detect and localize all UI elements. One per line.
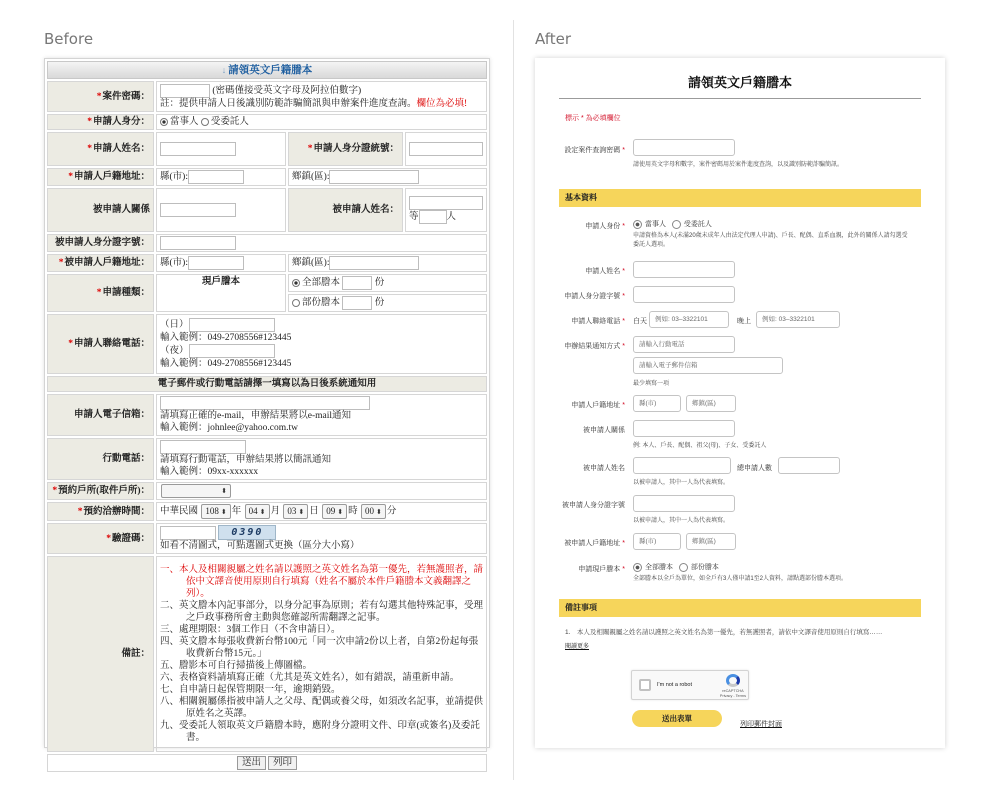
submit-button[interactable]: 送出表單 [632, 710, 722, 727]
recaptcha-widget[interactable] [631, 670, 749, 700]
captcha-input[interactable] [160, 526, 216, 540]
subject-town-input[interactable] [329, 256, 419, 270]
identity-self-radio[interactable] [633, 220, 642, 229]
relation-label: 被申請人關係 [583, 427, 625, 434]
legacy-form-title: 請領英文戶籍謄本 [228, 65, 313, 76]
id-label: 申請人身分證字號 * [564, 293, 625, 300]
read-more-link[interactable]: 閱讀更多 [565, 644, 590, 650]
notes-list: 一、本人及相關親屬之姓名請以護照之英文姓名為第一優先，若無護照者，請依中文譯音使用原則自行填寫（姓名不屬於本件戶籍謄本文義翻譯之列）。 二、英文謄本內記事部分，以身分記事為原則；若有勾選其他特殊記事，受理之戶政事務所會主動與您確認所需翻譯之記事。 三、處理期限：3個工作日（不含申請日）。 四、英文謄本每張收費新台幣100元「同一次申請2份以上者，自第2份起每張收費新台幣15元。」 五、謄影本可自行掃描後上傳圖檔。 六、表格資料請填寫正確（尤其是英文姓名），如有錯誤，請重新申請。 七、自申請日起保管期限一年，逾期銷毀。 八、相關親屬係指被申請人之父母、配偶或養父母，如須改名記事，並請提供原姓名之英譯。 九、受委託人領取英文戶籍謄本時，應附身分證明文件、印章(或簽名)及委託書。 [156, 556, 487, 752]
identity-hint: 申請資格為本人(未滿20歲未成年人由法定代理人申請)、戶長、配偶、直系血親，此外的關係人請勾選受 委託人選項。 [633, 233, 908, 248]
applicant-name-input[interactable] [633, 261, 735, 278]
case-pw-input[interactable] [160, 84, 210, 98]
case-pw-label: 設定案件查詢密碼 * [564, 147, 625, 154]
applicant-county-input[interactable] [188, 170, 244, 184]
redesign-title: 請領英文戶籍謄本 [687, 75, 792, 90]
relation-input[interactable] [633, 420, 735, 437]
basic-info-header: 基本資料 [559, 189, 921, 207]
case-pw-input[interactable] [633, 139, 735, 156]
mobile-input[interactable] [160, 440, 246, 454]
full-copy-radio[interactable] [633, 563, 642, 572]
identity-agent-radio[interactable] [672, 220, 681, 229]
notify-hint: 最少填寫一項 [633, 381, 670, 387]
subject-county-input[interactable] [188, 256, 244, 270]
notify-mobile-input[interactable]: 請輸入行動電話 [633, 336, 735, 353]
before-caption: Before [44, 30, 94, 48]
day-select[interactable]: 03 ⬍ [283, 504, 308, 519]
note-item: 1. 本人及相關親屬之姓名請以護照之英文姓名為第一優先，若無護照者，請依中文譯音使用原則自行填寫…… [565, 629, 883, 636]
email-input[interactable] [160, 396, 370, 410]
recaptcha-brand: reCAPTCHA Privacy - Terms [719, 689, 746, 698]
copy-type-label: 申請現戶謄本 * [578, 566, 625, 573]
subject-count-input[interactable] [419, 210, 447, 224]
copy-type-hint: 全部謄本以全戶為單位，如全戶有3人僅申請1至2人資料，請點選部份謄本選項。 [633, 576, 848, 582]
subject-count-input[interactable] [778, 457, 840, 474]
notify-email-input[interactable]: 請輸入電子郵件信箱 [633, 357, 783, 374]
captcha-image[interactable]: 0390 [218, 525, 276, 540]
day-phone-input[interactable] [189, 318, 275, 332]
minute-select[interactable]: 00 ⬍ [361, 504, 386, 519]
identity-self-radio[interactable] [160, 118, 168, 126]
subject-town-select[interactable]: 鄉鎮(區) [686, 533, 736, 550]
notes-header: 備註事項 [559, 599, 921, 617]
print-cover-link[interactable]: 列印郵件封面 [740, 721, 782, 728]
legacy-form-panel [44, 58, 490, 768]
recaptcha-icon [726, 674, 740, 687]
subject-id-hint: 以被申請人，其中一人為代表填寫。 [633, 518, 730, 524]
part-copy-count[interactable] [342, 296, 372, 310]
name-label: 申請人姓名 * [585, 268, 625, 275]
subject-name-hint: 以被申請人，其中一人為代表填寫。 [633, 480, 730, 486]
after-caption: After [535, 30, 572, 48]
contact-notice: 電子郵件或行動電話請擇一填寫以為日後系統通知用 [47, 376, 487, 392]
recaptcha-checkbox[interactable] [639, 679, 651, 691]
applicant-county-select[interactable]: 縣(市) [633, 395, 681, 412]
subject-id-input[interactable] [160, 236, 236, 250]
identity-agent-radio[interactable] [201, 118, 209, 126]
print-button[interactable]: 列印 [268, 756, 297, 770]
recaptcha-text: I'm not a robot [657, 682, 692, 688]
applicant-town-select[interactable]: 鄉鎮(區) [686, 395, 736, 412]
office-select[interactable] [161, 484, 231, 498]
day-label: 白天 [633, 318, 647, 325]
address-label: 申請人戶籍地址 * [571, 402, 625, 409]
send-button[interactable]: 送出 [237, 756, 266, 770]
form-icon: ↓ [221, 65, 227, 75]
subject-id-label: 被申請人身分證字號 [562, 502, 625, 509]
applicant-id-input[interactable] [409, 142, 483, 156]
identity-label: 申請人身份 * [585, 223, 625, 230]
night-phone-input[interactable]: 例如: 03–3322101 [756, 311, 840, 328]
month-select[interactable]: 04 ⬍ [245, 504, 270, 519]
applicant-name-input[interactable] [160, 142, 236, 156]
full-copy-count[interactable] [342, 276, 372, 290]
count-label: 總申請人數 [737, 465, 772, 472]
relation-input[interactable] [160, 203, 236, 217]
part-copy-radio[interactable] [679, 563, 688, 572]
subject-county-select[interactable]: 縣(市) [633, 533, 681, 550]
full-copy-radio[interactable] [292, 279, 300, 287]
night-label: 晚上 [737, 318, 751, 325]
redesign-form-panel: 請領英文戶籍謄本 標示 * 為必填欄位 設定案件查詢密碼 * 請使用英文字母和數字，案件密碼用於案件進度查詢，以及識別防範詐騙簡訊。 基本資料 申請人身份 * 當事人 受委託人 申請資格為本人(未滿20歲未成年人由法定代理人申請)、戶長、配偶、直系血親，此外的關係人請勾選受 委託人選項。 申請人姓名 * 申請人身分證字號 * 申請人聯絡電話 * 白天 例如: 03–3322101 晚上 例如: 03–3322101 申辦結果通知方式 * 請輸入行動電話 請輸入電子郵件信箱 最少填寫一項 申請人戶籍地址 * 縣(市) 鄉鎮(區) 被申請人關係 例: 本人、戶長、配偶、祖父(母)、子女、受委託人 被申請人姓名 總申請人數 以被申請人，其中一人為代表填寫。 被申請人身分證字號 以被申請人，其中一人為代表填寫。 被申請人戶籍地址 * 縣(市) 鄉鎮(區) 申請現戶謄本 * 全部謄本 部份謄本 全部謄本以全戶為單位，如全戶有3人僅申請1至2人資料，請點選部份謄本選項。 備註事項 1. 本人及相關親屬之姓名請以護照之英文姓名為第一優先，若無護照者，請依中文譯音使用原則自行填寫…… 閱讀更多 I'm not a robot reCAPTCHA Privacy - Terms 送出表單 列印郵件封面 [535, 58, 945, 748]
subject-name-input[interactable] [633, 457, 731, 474]
case-pw-hint: 請使用英文字母和數字，案件密碼用於案件進度查詢，以及識別防範詐騙簡訊。 [633, 162, 844, 168]
night-phone-input[interactable] [189, 344, 275, 358]
phone-label: 申請人聯絡電話 * [571, 318, 625, 325]
subject-address-label: 被申請人戶籍地址 * [564, 540, 625, 547]
updown-icon: ⬍ [221, 487, 227, 495]
subject-id-input[interactable] [633, 495, 735, 512]
legacy-form-table: *案件密碼： (密碼僅接受英文字母及阿拉伯數字) 註：提供申請人日後識別防範詐騙簡訊與申辦案件進度查詢。欄位為必填! *申請人身分： 當事人 受委託人 *申請人姓名： *申請人身分證統號： *申請人戶籍地址： 縣(市): 鄉鎮(區): 被申請人關係 被申請人姓名： 等 人 被申請人身分證字號： *被申請人戶籍地址： 縣(市): 鄉鎮(區): *申請種類： 現戶謄本 全部謄本 份 部份謄本 份 *申請人聯絡電話： （日） 輸入範例：049-2708556#123445 （夜） 輸入範例：049-2708556#123445 電子郵件或行動電話請擇一填寫以為日後系統通知用 申請人電子信箱： 請填寫正確的e-mail，申辦結果將以e-mail通知 輸入範例：johnlee@yahoo.com.tw 行動電話： 請填寫行動電話，申辦結果將以簡訊通知 輸入範例：09xx-xxxxxx *預約戶所(取件戶所)： ⬍ *預約洽辦時間： 中華民國 108 ⬍ 年 04 ⬍ 月 03 ⬍ 日 09 ⬍ 時 00 ⬍ 分 *驗證碼： 0390 如看不清圖式，可點選圖式更換（區分大小寫） 備註： 一、本人及相關親屬之姓名請以護照之英文姓名為第一優先，若無護照者，請依中文譯音使用原則自行填寫（姓名不屬於本件戶籍謄本文義翻譯之列）。 二、英文謄本內記事部分，以身分記事為原則；若有勾選其他特殊記事，受理之戶政事務所會主動與您確認所需翻譯之記事。 三、處理期限：3個工作日（不含申請日）。 四、英文謄本每張收費新台幣100元「同一次申請2份以上者，自第2份起每張收費新台幣15元。」 五、謄影本可自行掃描後上傳圖檔。 六、表格資料請填寫正確（尤其是英文姓名），如有錯誤，請重新申請。 七、自申請日起保管期限一年，逾期銷毀。 八、相關親屬係指被申請人之父母、配偶或養父母，如須改名記事，並請提供原姓名之英譯。 九、受委託人領取英文戶籍謄本時，應附身分證明文件、印章(或簽名)及委託書。 送出 列印 [45, 79, 489, 774]
part-copy-radio[interactable] [292, 299, 300, 307]
notify-label: 申辦結果通知方式 * [564, 343, 625, 350]
required-note: 標示 * 為必填欄位 [565, 115, 621, 122]
title-rule [559, 98, 921, 99]
day-phone-input[interactable]: 例如: 03–3322101 [649, 311, 729, 328]
column-divider [513, 20, 514, 780]
applicant-town-input[interactable] [329, 170, 419, 184]
case-pw-label: *案件密碼： [47, 81, 154, 112]
subject-name-label: 被申請人姓名 [583, 465, 625, 472]
hour-select[interactable]: 09 ⬍ [322, 504, 347, 519]
applicant-id-input[interactable] [633, 286, 735, 303]
relation-hint: 例: 本人、戶長、配偶、祖父(母)、子女、受委託人 [633, 443, 767, 449]
legacy-form-header [47, 61, 487, 79]
year-select[interactable]: 108 ⬍ [201, 504, 230, 519]
subject-name-input[interactable] [409, 196, 483, 210]
